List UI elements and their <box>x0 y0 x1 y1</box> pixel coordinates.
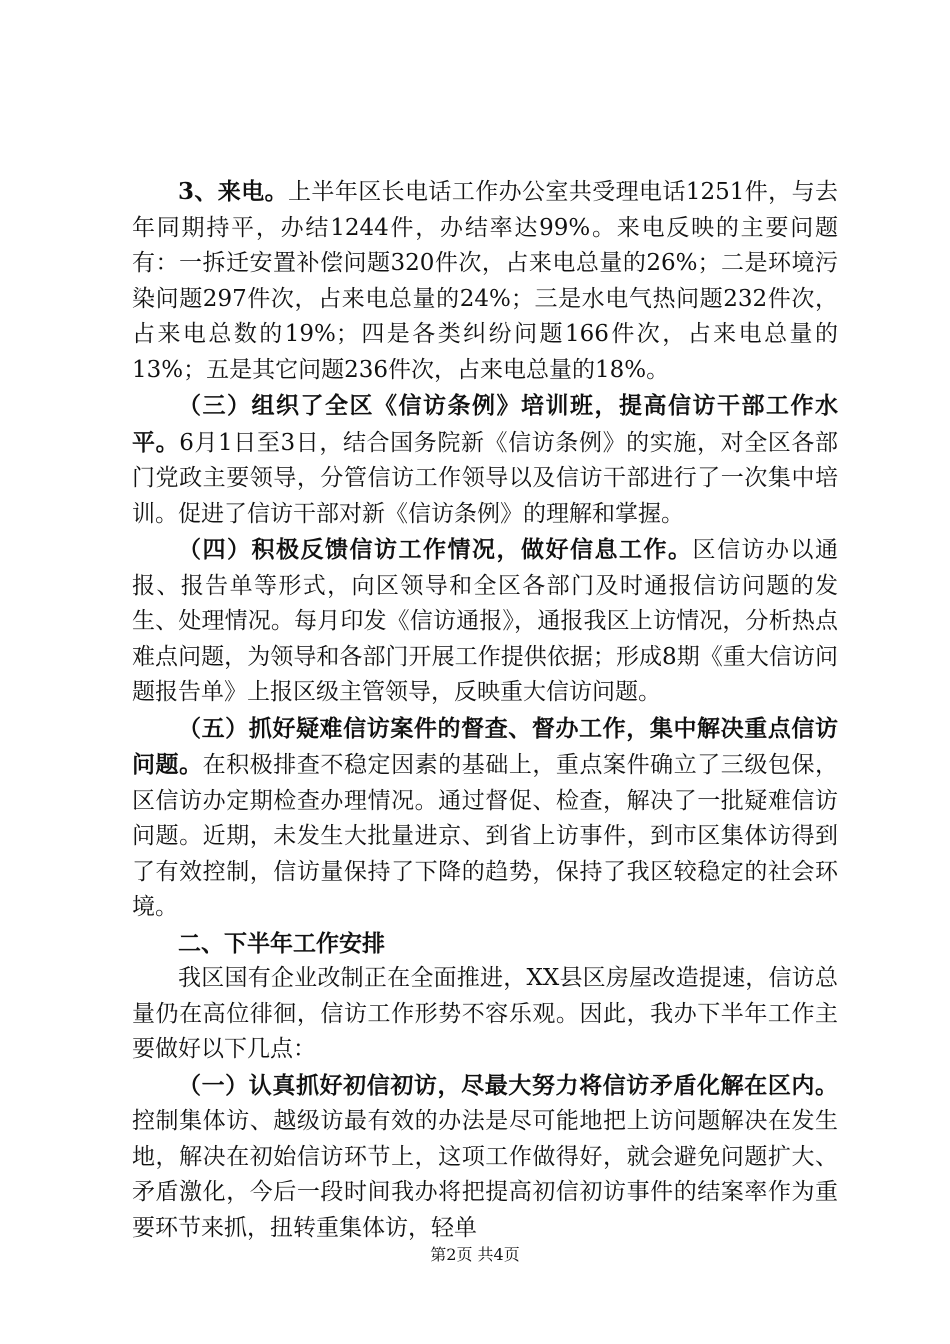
document-body <box>132 174 838 1246</box>
paragraph-body: 区信访办以通报、报告单等形式，向区领导和全区各部门及时通报信访问题的发生、处理情况。每月印发《信访通报》，通报我区上访情况，分析热点难点问题，为领导和各部门开展工作提供依据；形成8期《重大信访问题报告单》上报区级主管领导，反映重大信访问题。 <box>132 537 838 705</box>
page-footer: 第2页 共4页 <box>430 1245 520 1264</box>
paragraph-lead: （五）抓好疑难信访案件的督查、督办工作，集中解决重点信访问题。 <box>132 714 838 778</box>
paragraph-feedback <box>132 532 838 711</box>
paragraph-lead: 3、来电。 <box>178 178 289 205</box>
paragraph-phone-calls <box>132 174 838 388</box>
paragraph-lead: （四）积极反馈信访工作情况，做好信息工作。 <box>178 536 693 563</box>
paragraph-body: 6月1日至3日，结合国务院新《信访条例》的实施，对全区各部门党政主要领导，分管信访工作领导以及信访干部进行了一次集中培训。促进了信访干部对新《信访条例》的理解和掌握。 <box>132 429 839 527</box>
paragraph-training <box>132 388 838 532</box>
paragraph-supervision <box>132 711 838 926</box>
section-heading: 二、下半年工作安排 <box>178 929 385 957</box>
paragraph-intro: 我区国有企业改制正在全面推进，XX县区房屋改造提速，信访总量仍在高位徘徊，信访工作形势不容乐观。因此，我办下半年工作主要做好以下几点： <box>132 965 838 1062</box>
paragraph-lead: （三）组织了全区《信访条例》培训班，提高信访干部工作水平。 <box>132 392 838 456</box>
paragraph-body: 控制集体访、越级访最有效的办法是尽可能地把上访问题解决在发生地，解决在初始信访环节上，这项工作做得好，就会避免问题扩大、矛盾激化，今后一段时间我办将把提高初信初访事件的结案率作为重要环节来抓，扭转重集体访，轻单 <box>132 1108 838 1241</box>
paragraph-lead: （一）认真抓好初信初访，尽最大努力将信访矛盾化解在区内。 <box>178 1071 838 1099</box>
paragraph-initial-petitions <box>132 1068 838 1247</box>
paragraph-body: 上半年区长电话工作办公室共受理电话1251件，与去年同期持平，办结1244件，办结率达99%。来电反映的主要问题有：一拆迁安置补偿问题320件次，占来电总量的26%；二是环境污染问题297件次，占来电总量的24%；三是水电气热问题232件次，占来电总数的19%；四是各类纠纷问题166件次，占来电总量的13%；五是其它问题236件次，占来电总量的18%。 <box>132 179 838 383</box>
paragraph-body: 在积极排查不稳定因素的基础上，重点案件确立了三级包保，区信访办定期检查办理情况。通过督促、检查，解决了一批疑难信访问题。近期，未发生大批量进京、到省上访事件，到市区集体访得到了有效控制，信访量保持了下降的趋势，保持了我区较稳定的社会环境。 <box>132 752 839 920</box>
